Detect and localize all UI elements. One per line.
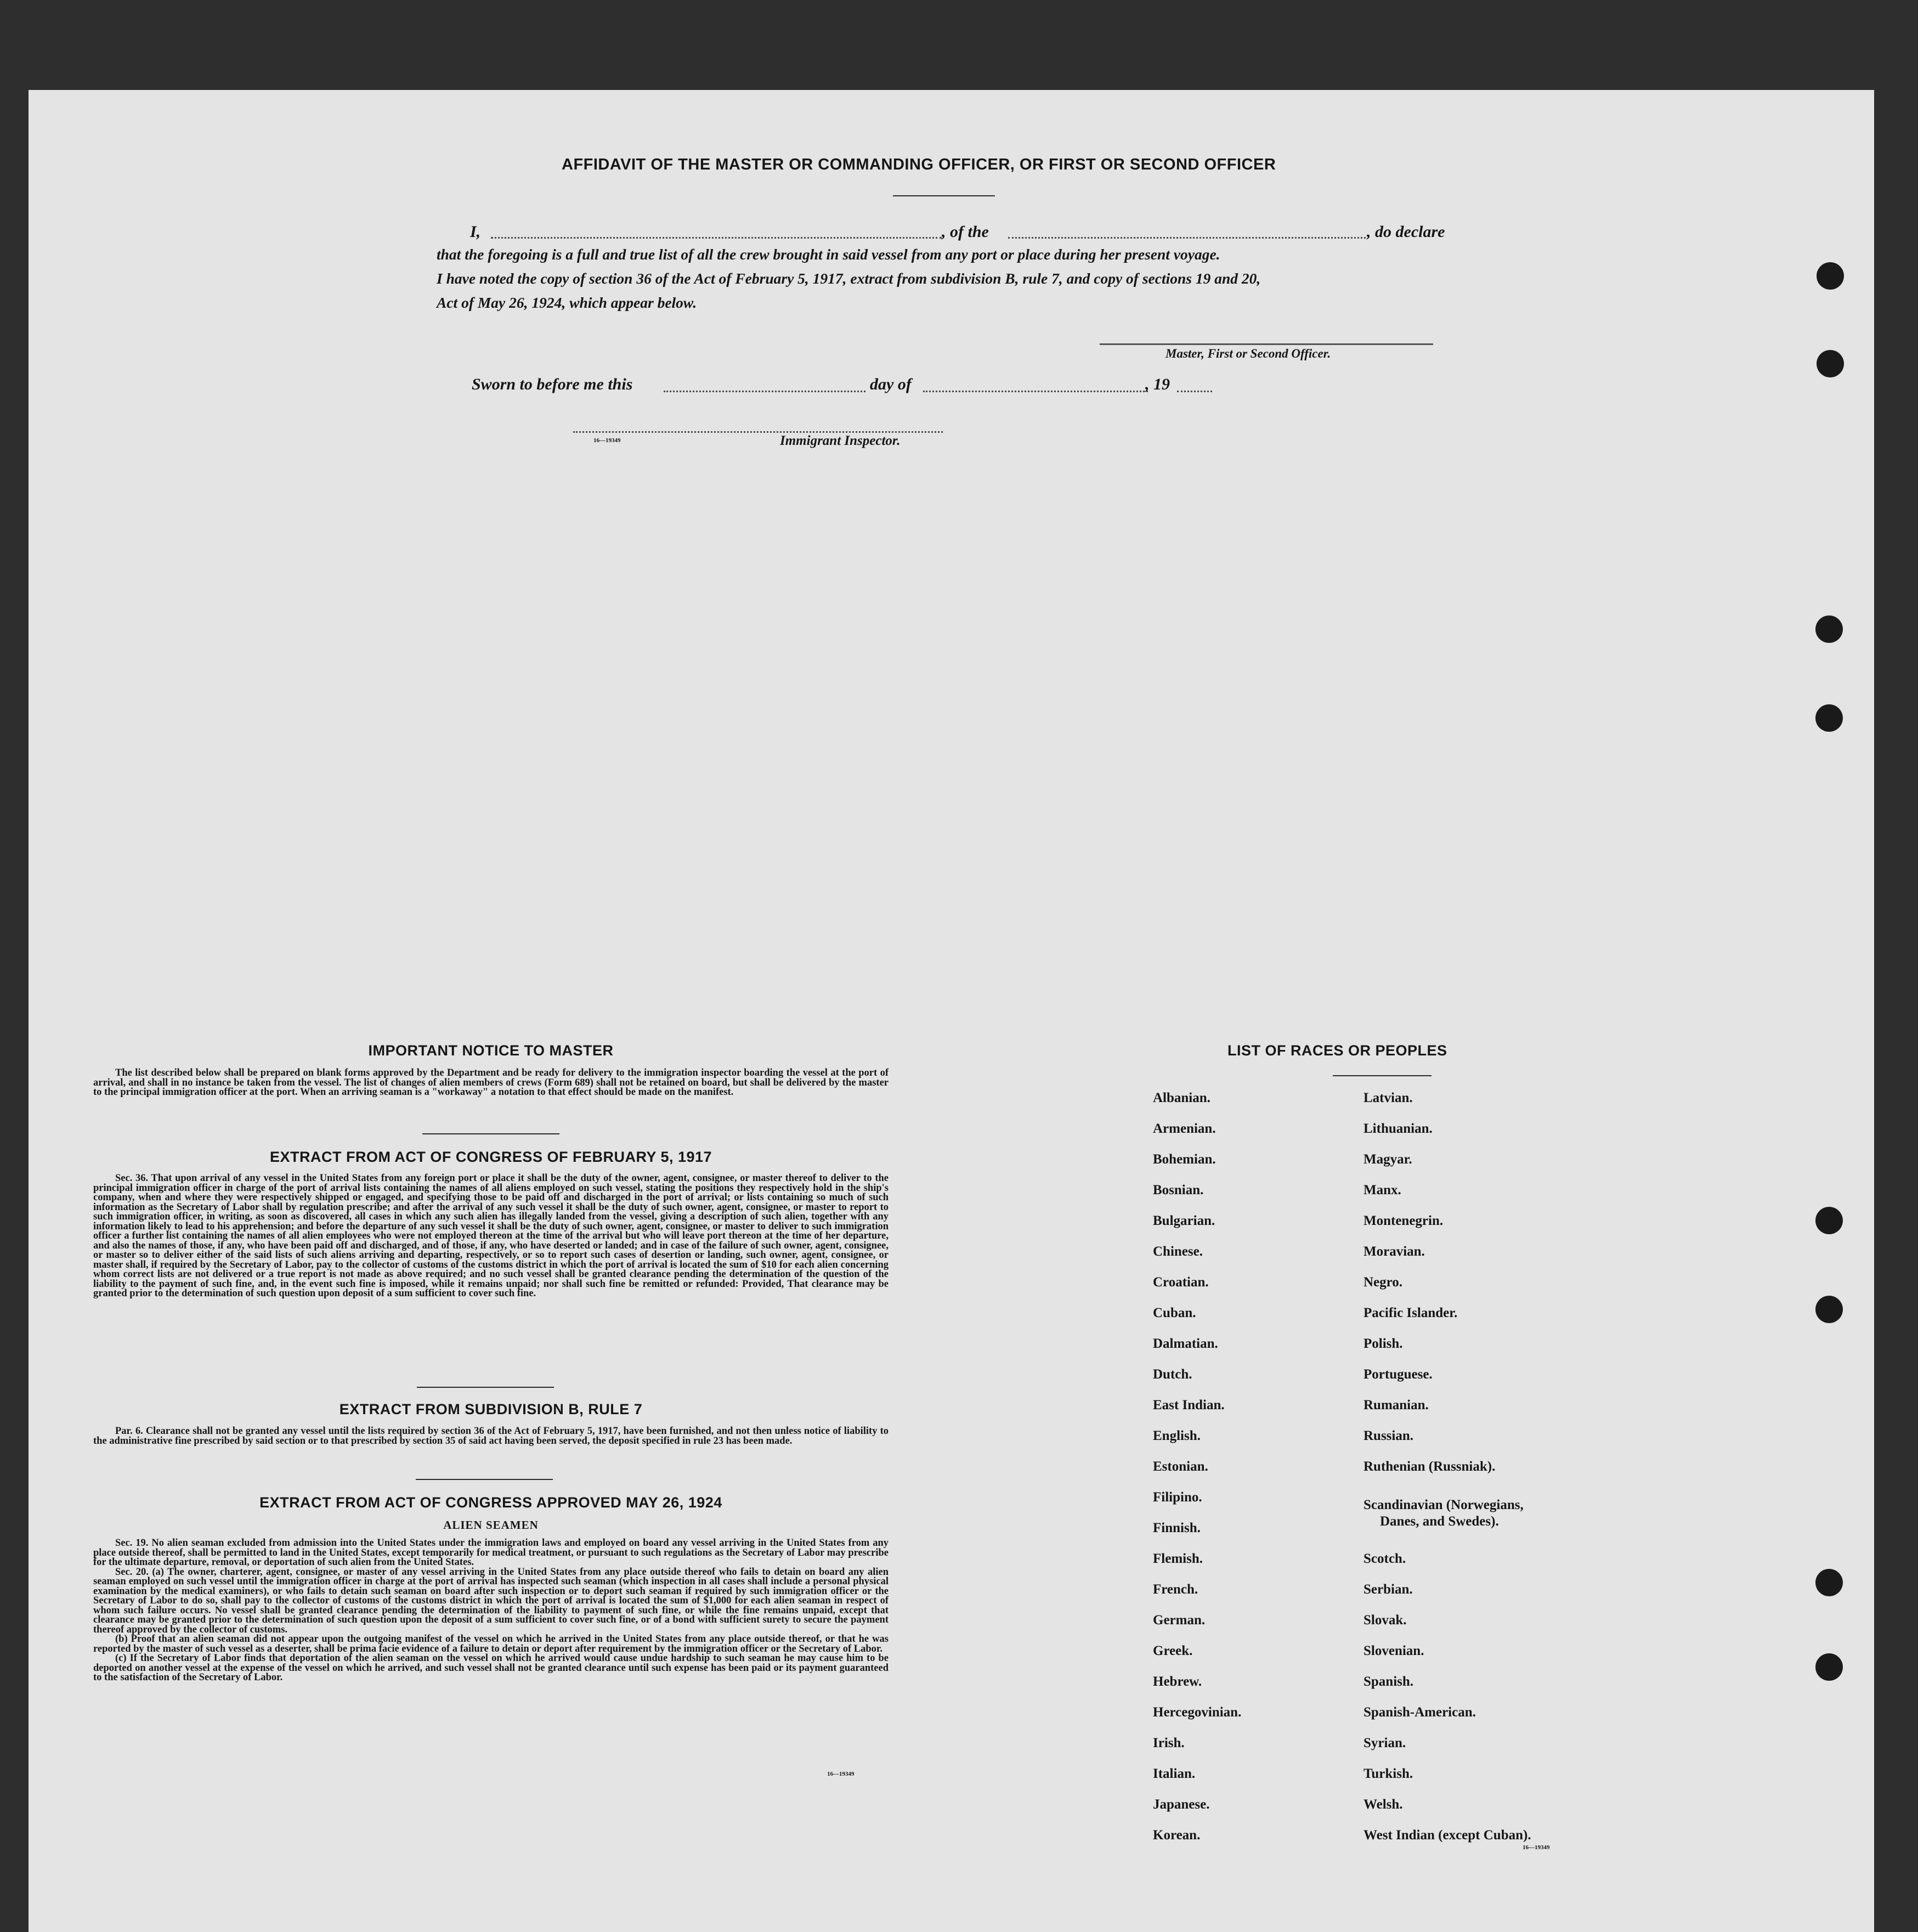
- race-english: English.: [1153, 1428, 1201, 1443]
- race-scandinavian-cont: Danes, and Swedes).: [1380, 1514, 1499, 1529]
- race-montenegrin: Montenegrin.: [1363, 1213, 1444, 1228]
- notice-text: [93, 1069, 889, 1098]
- extract-1924-title: EXTRACT FROM ACT OF CONGRESS APPROVED MAY 26, 1924: [259, 1494, 722, 1511]
- affidavit-line-4: Act of May 26, 1924, which appear below.: [437, 294, 697, 311]
- section-20b-paragraph: (b) Proof that an alien seaman did not appear upon the outgoing manifest of the vessel on which he arrived in the United States from any place outside thereof, or that he was reported by the master of such vessel as a deserter, shall be prima facie evidence of a failure to detain or deport after requirement by the immigration officer or the Secretary of Labor.: [93, 1634, 889, 1654]
- sworn-label: Sworn to before me this: [472, 375, 633, 393]
- paragraph-6: Par. 6. Clearance shall not be granted any vessel until the lists required by section 36 of the Act of February 5, 1917, have been furnished, and not then unless notice of liability to the administrative fine prescribed by said section or to that prescribed by section 35 of said act having been served, the deposit specified in rule 23 has been made.: [93, 1426, 889, 1447]
- inspector-signature-line: [573, 431, 943, 433]
- race-syrian: Syrian.: [1363, 1736, 1406, 1750]
- affidavit-do-declare: , do declare: [1367, 223, 1445, 241]
- notice-paragraph: The list described below shall be prepared on blank forms approved by the Department and be ready for delivery to the immigration inspector boarding the vessel at the port of arrival, and shall in no instance be taken from the vessel. The list of changes of alien members of crews (Form 689) shall not be retained on board, but shall be delivered by the master to the principal immigration officer at the port. When an arriving seaman is a "workaway" a notation to that effect should be made on the manifest.: [93, 1067, 889, 1098]
- race-turkish: Turkish.: [1363, 1766, 1413, 1781]
- race-west-indian: West Indian (except Cuban).: [1363, 1828, 1531, 1843]
- year-prefix: , 19: [1145, 375, 1170, 393]
- races-title: LIST OF RACES OR PEOPLES: [1227, 1042, 1447, 1059]
- race-filipino: Filipino.: [1153, 1490, 1202, 1505]
- divider: [417, 1387, 554, 1388]
- race-spanish: Spanish.: [1363, 1674, 1414, 1689]
- section-36-paragraph: Sec. 36. That upon arrival of any vessel in the United States from any foreign port or place it shall be the duty of the owner, agent, consignee, or master thereof to deliver to the principal immigration officer in charge of the port of arrival lists containing the names of all aliens employed on such vessel, stating the positions they respectively hold in the ship's company, when and where they were respectively shipped or engaged, and specifying those to be paid off and discharged in the port of arrival; or lists containing so much of such information as the Secretary of Labor shall by regulation prescribe; and after the arrival of any such vessel it shall be the duty of such owner, agent, consignee, or master to report to such immigration officer, in writing, as soon as discovered, all cases in which any such alien has illegally landed from the vessel, giving a description of such alien, together with any information likely to lead to his apprehension; and before the departure of any such vessel it shall be the duty of such owner, agent, consignee, or master to deliver to such immigration officer a further list containing the names of all alien employees who were not employed thereon at the time of the arrival but who will leave port thereon at the time of her departure, and also the names of those, if any, who have been paid off and discharged, and of those, if any, who have deserted or landed; and in case of the failure of such owner, agent, consignee, or master so to deliver either of the said lists of such aliens arriving and departing, respectively, or so to report such cases of desertion or landing, such owner, agent, consignee, or master shall, if required by the Secretary of Labor, pay to the collector of customs of the customs district in which the port of arrival is located the sum of $10 for each alien concerning whom correct lists are not delivered or a true report is not made as above required; and no such vessel shall be granted clearance pending the determination of the question of the liability to the payment of such fine, and, in the event such fine is imposed, while it remains unpaid; nor shall such fine be remitted or refunded: Provided, That clearance may be granted prior to the determination of such question upon deposit of a sum sufficient to cover such fine.: [93, 1173, 889, 1299]
- race-moravian: Moravian.: [1363, 1244, 1425, 1259]
- race-scotch: Scotch.: [1363, 1551, 1406, 1566]
- month-blank: [923, 391, 1148, 392]
- section-20c-paragraph: (c) If the Secretary of Labor finds that deportation of the alien seaman on the vessel on which he arrived would cause undue hardship to such seaman he may cause him to be deported on another vessel at the expense of the vessel on which he arrived, and such vessel shall not be granted clearance until such expense has been paid or its payment guaranteed to the satisfaction of the Secretary of Labor.: [93, 1653, 889, 1683]
- punch-hole: [1815, 1207, 1843, 1234]
- punch-hole: [1817, 350, 1844, 377]
- punch-hole: [1815, 1569, 1843, 1596]
- divider: [416, 1479, 553, 1480]
- race-portuguese: Portuguese.: [1363, 1367, 1433, 1382]
- race-dalmatian: Dalmatian.: [1153, 1336, 1218, 1351]
- race-italian: Italian.: [1153, 1766, 1196, 1781]
- punch-hole: [1815, 615, 1843, 643]
- race-japanese: Japanese.: [1153, 1797, 1210, 1812]
- inspector-label: Immigrant Inspector.: [780, 433, 901, 448]
- rule7-text: [93, 1427, 889, 1446]
- race-finnish: Finnish.: [1153, 1521, 1201, 1535]
- race-rumanian: Rumanian.: [1363, 1398, 1429, 1413]
- race-cuban: Cuban.: [1153, 1306, 1196, 1320]
- affidavit-title: AFFIDAVIT OF THE MASTER OR COMMANDING OFFICER, OR FIRST OR SECOND OFFICER: [562, 156, 1276, 173]
- vessel-blank: [1008, 237, 1366, 239]
- race-magyar: Magyar.: [1363, 1152, 1412, 1167]
- extract-1917-title: EXTRACT FROM ACT OF CONGRESS OF FEBRUARY 5, 1917: [269, 1149, 712, 1165]
- divider: [422, 1133, 559, 1134]
- master-label: Master, First or Second Officer.: [1165, 347, 1331, 360]
- alien-seamen-subtitle: ALIEN SEAMEN: [443, 1518, 539, 1532]
- race-albanian: Albanian.: [1153, 1091, 1210, 1105]
- race-latvian: Latvian.: [1363, 1091, 1413, 1105]
- affidavit-of-the: , of the: [942, 223, 989, 241]
- race-welsh: Welsh.: [1363, 1797, 1403, 1812]
- race-chinese: Chinese.: [1153, 1244, 1203, 1259]
- name-blank: [491, 237, 942, 239]
- form-number: 16—19349: [827, 1771, 855, 1777]
- year-blank: [1177, 391, 1212, 392]
- extract-1917-text: [93, 1174, 889, 1299]
- race-polish: Polish.: [1363, 1336, 1403, 1351]
- race-east-indian: East Indian.: [1153, 1398, 1225, 1413]
- race-spanish-american: Spanish-American.: [1363, 1705, 1476, 1720]
- race-irish: Irish.: [1153, 1736, 1185, 1750]
- affidavit-line-3: I have noted the copy of section 36 of the Act of February 5, 1917, extract from subdivision B, rule 7, and copy of sections 19 and 20,: [437, 270, 1261, 287]
- race-dutch: Dutch.: [1153, 1367, 1192, 1382]
- race-flemish: Flemish.: [1153, 1551, 1203, 1566]
- race-scandinavian: Scandinavian (Norwegians,: [1363, 1498, 1524, 1512]
- affidavit-i: I,: [470, 223, 481, 241]
- race-french: French.: [1153, 1582, 1198, 1597]
- race-korean: Korean.: [1153, 1828, 1201, 1843]
- master-signature-line: [1100, 343, 1433, 345]
- race-lithuanian: Lithuanian.: [1363, 1121, 1433, 1136]
- race-bohemian: Bohemian.: [1153, 1152, 1216, 1167]
- punch-hole: [1815, 1296, 1843, 1323]
- race-german: German.: [1153, 1613, 1206, 1628]
- race-russian: Russian.: [1363, 1428, 1414, 1443]
- form-number: 16—19349: [593, 437, 621, 444]
- punch-hole: [1817, 262, 1844, 290]
- race-croatian: Croatian.: [1153, 1275, 1209, 1290]
- form-number: 16—19349: [1523, 1844, 1550, 1851]
- divider: [893, 195, 995, 196]
- race-bosnian: Bosnian.: [1153, 1183, 1204, 1197]
- race-pacific-islander: Pacific Islander.: [1363, 1306, 1458, 1320]
- race-negro: Negro.: [1363, 1275, 1403, 1290]
- race-ruthenian: Ruthenian (Russniak).: [1363, 1459, 1496, 1474]
- punch-hole: [1815, 1653, 1843, 1681]
- punch-hole: [1815, 704, 1843, 732]
- rule7-title: EXTRACT FROM SUBDIVISION B, RULE 7: [339, 1401, 643, 1417]
- affidavit-line-2: that the foregoing is a full and true list of all the crew brought in said vessel from any port or place during her present voyage.: [437, 246, 1220, 263]
- section-19-paragraph: Sec. 19. No alien seaman excluded from admission into the United States under the immigration laws and employed on board any vessel arriving in the United States from any place outside thereof, shall be permitted to land in the United States, except temporarily for medical treatment, or pursuant to such regulations as the Secretary of Labor may prescribe for the ultimate departure, removal, or deportation of such alien from the United States.: [93, 1538, 889, 1568]
- race-estonian: Estonian.: [1153, 1459, 1208, 1474]
- race-bulgarian: Bulgarian.: [1153, 1213, 1215, 1228]
- section-20a-paragraph: Sec. 20. (a) The owner, charterer, agent, consignee, or master of any vessel arriving in the United States from any place outside thereof who fails to detain on board any alien seaman employed on such vessel until the immigration officer in charge at the port of arrival has inspected such seaman (which inspection in all cases shall include a personal physical examination by the medical examiners), or who fails to detain such seaman on board after such inspection or to deport such seaman if required by such immigration officer or the Secretary of Labor to do so, shall pay to the collector of customs of the customs district in which the port of arrival is located the sum of $1,000 for each alien seaman in respect of whom such failure occurs. No vessel shall be granted clearance pending the determination of the liability to payment of such fine, or while the fine remains unpaid, except that clearance may be granted prior to the determination of such question upon the deposit of a sum sufficient to cover such fine, or of a bond with sufficient surety to secure the payment thereof approved by the collector of customs.: [93, 1566, 889, 1635]
- notice-title: IMPORTANT NOTICE TO MASTER: [368, 1042, 614, 1059]
- race-armenian: Armenian.: [1153, 1121, 1216, 1136]
- extract-1924-text: [93, 1539, 889, 1683]
- race-manx: Manx.: [1363, 1183, 1401, 1197]
- day-blank: [664, 391, 865, 392]
- race-slovenian: Slovenian.: [1363, 1643, 1424, 1658]
- divider: [1333, 1075, 1432, 1076]
- day-of-label: day of: [870, 375, 912, 393]
- race-serbian: Serbian.: [1363, 1582, 1413, 1597]
- race-greek: Greek.: [1153, 1643, 1193, 1658]
- race-hebrew: Hebrew.: [1153, 1674, 1202, 1689]
- race-slovak: Slovak.: [1363, 1613, 1407, 1628]
- race-hercegovinian: Hercegovinian.: [1153, 1705, 1242, 1720]
